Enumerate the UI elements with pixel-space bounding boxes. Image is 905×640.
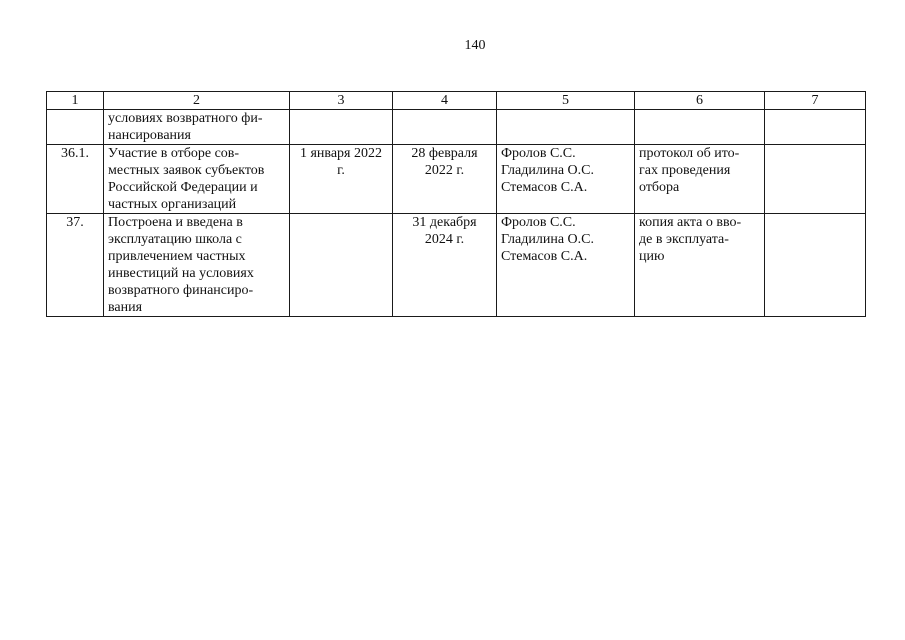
document-cell	[635, 110, 765, 145]
row-number-cell	[47, 110, 104, 145]
document-cell: протокол об ито- гах проведения отбора	[635, 145, 765, 214]
column-header: 4	[393, 92, 497, 110]
header-row	[47, 92, 866, 110]
description-cell: условиях возвратного фи- нансирования	[104, 110, 290, 145]
responsible-cell: Фролов С.С. Гладилина О.С. Стемасов С.А.	[497, 145, 635, 214]
row-number-cell: 36.1.	[47, 145, 104, 214]
table-row	[47, 214, 866, 317]
description-cell: Построена и введена в эксплуатацию школа с привлечением частных инвестиций на условиях возвратного финансиро- вания	[104, 214, 290, 317]
responsible-cell: Фролов С.С. Гладилина О.С. Стемасов С.А.	[497, 214, 635, 317]
column-header: 1	[47, 92, 104, 110]
description-cell: Участие в отборе сов- местных заявок субъектов Российской Федерации и частных организаций	[104, 145, 290, 214]
note-cell	[765, 214, 866, 317]
column-header: 2	[104, 92, 290, 110]
column-header: 5	[497, 92, 635, 110]
start-date-cell: 1 января 2022 г.	[290, 145, 393, 214]
start-date-cell	[290, 214, 393, 317]
start-date-cell	[290, 110, 393, 145]
table-row	[47, 145, 866, 214]
note-cell	[765, 110, 866, 145]
table-row	[47, 110, 866, 145]
column-header: 7	[765, 92, 866, 110]
page-number: 140	[464, 38, 486, 53]
note-cell	[765, 145, 866, 214]
column-header: 6	[635, 92, 765, 110]
column-header: 3	[290, 92, 393, 110]
responsible-cell	[497, 110, 635, 145]
end-date-cell: 28 февраля 2022 г.	[393, 145, 497, 214]
document-cell: копия акта о вво- де в эксплуата- цию	[635, 214, 765, 317]
row-number-cell: 37.	[47, 214, 104, 317]
plan-table	[46, 91, 866, 317]
end-date-cell: 31 декабря 2024 г.	[393, 214, 497, 317]
end-date-cell	[393, 110, 497, 145]
